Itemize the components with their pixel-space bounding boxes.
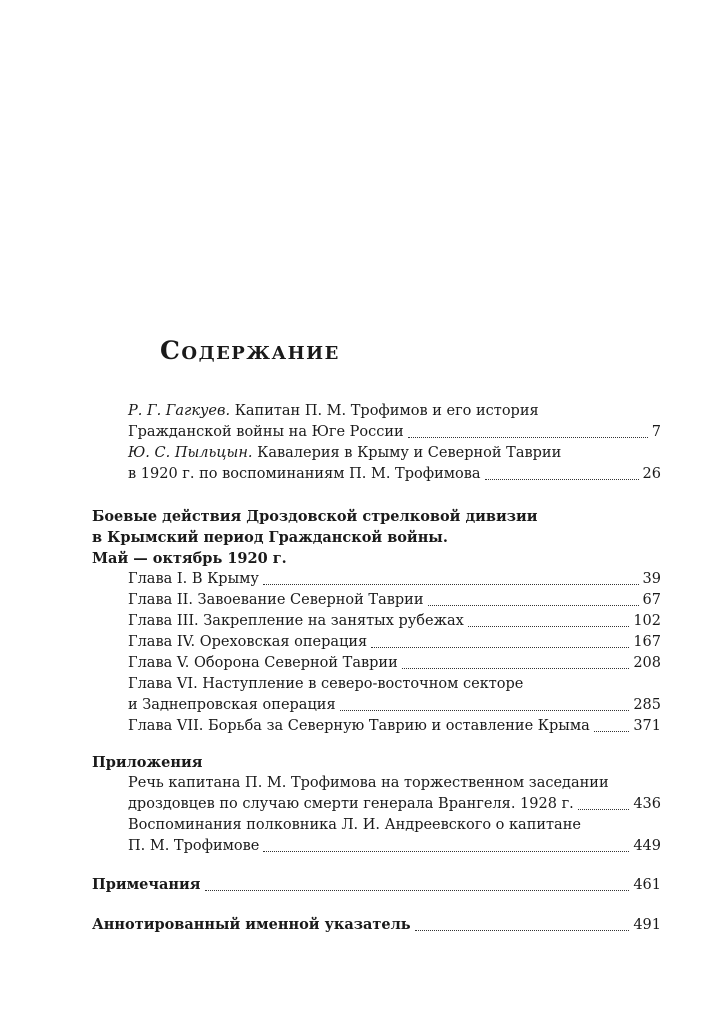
page-number: 26 (642, 466, 661, 482)
toc-entry-appendix-2[interactable] (128, 836, 661, 857)
toc-entry-appendix-1-line1: Речь капитана П. М. Трофимова на торжественном заседании (128, 775, 609, 791)
entry-title: Глава VII. Борьба за Северную Таврию и оставление Крыма (128, 718, 590, 734)
toc-entry-chapter-2[interactable] (128, 590, 661, 611)
dot-leader (594, 731, 630, 732)
page-number: 285 (633, 697, 661, 713)
dot-leader (428, 605, 639, 606)
dot-leader (408, 437, 648, 438)
toc-entry-appendix-1[interactable] (128, 794, 661, 815)
page-number: 67 (642, 592, 661, 608)
dot-leader (485, 479, 639, 480)
entry-title: Глава IV. Ореховская операция (128, 634, 368, 650)
page-number: 371 (633, 718, 661, 734)
toc-entry-chapter-7[interactable] (128, 716, 661, 737)
toc-entry-gagkuev-line1 (128, 401, 539, 422)
section-heading-line1: Боевые действия Дроздовской стрелковой дивизии (92, 508, 538, 525)
toc-entry-chapter-4[interactable] (128, 632, 661, 653)
toc-entry-pyltsyn[interactable] (128, 464, 661, 485)
page-number: 39 (642, 571, 661, 587)
entry-title: П. М. Трофимове (128, 838, 260, 854)
entry-title: Гражданской войны на Юге России (128, 424, 404, 440)
entry-title: дроздовцев по случаю смерти генерала Врангеля. 1928 г. (128, 796, 574, 812)
entry-title: и Заднепровская операция (128, 697, 336, 713)
entry-title: Кавалерия в Крыму и Северной Таврии (257, 445, 562, 461)
toc-entry-appendix-2-line1: Воспоминания полковника Л. И. Андреевского о капитане (128, 817, 581, 833)
page-number: 449 (633, 838, 661, 854)
entry-title: Капитан П. М. Трофимов и его история (234, 403, 539, 419)
dot-leader (415, 930, 630, 931)
entry-title: Глава V. Оборона Северной Таврии (128, 655, 398, 671)
page-number: 436 (633, 796, 661, 812)
entry-title: Глава III. Закрепление на занятых рубежах (128, 613, 464, 629)
entry-title: Аннотированный именной указатель (92, 916, 411, 933)
entry-title: в 1920 г. по воспоминаниям П. М. Трофимова (128, 466, 481, 482)
dot-leader (263, 584, 639, 585)
entry-title: Глава I. В Крыму (128, 571, 259, 587)
toc-entry-chapter-6-line1: Глава VI. Наступление в северо-восточном секторе (128, 676, 524, 692)
toc-entry-chapter-5[interactable] (128, 653, 661, 674)
page-number: 491 (633, 917, 661, 933)
toc-entry-chapter-6[interactable] (128, 695, 661, 716)
dot-leader (578, 809, 630, 810)
page-number: 208 (633, 655, 661, 671)
page-number: 102 (633, 613, 661, 629)
section-heading-line2: в Крымский период Гражданской войны. (92, 529, 448, 546)
toc-entry-chapter-1[interactable] (128, 569, 661, 590)
toc-entry-chapter-3[interactable] (128, 611, 661, 632)
dot-leader (205, 890, 630, 891)
author-name: Р. Г. Гагкуев. (128, 403, 231, 419)
toc-entry-gagkuev[interactable] (128, 422, 661, 443)
entry-title: Глава II. Завоевание Северной Таврии (128, 592, 424, 608)
dot-leader (371, 647, 629, 648)
page-title: Содержание (160, 336, 340, 365)
toc-entry-index[interactable] (92, 914, 661, 936)
dot-leader (402, 668, 630, 669)
author-name: Ю. С. Пыльцын. (128, 445, 253, 461)
dot-leader (468, 626, 630, 627)
dot-leader (340, 710, 630, 711)
entry-title: Примечания (92, 876, 201, 893)
appendix-heading: Приложения (92, 754, 203, 771)
section-heading-line3: Май — октябрь 1920 г. (92, 550, 287, 567)
page-number: 461 (633, 877, 661, 893)
page-number: 167 (633, 634, 661, 650)
toc-entry-notes[interactable] (92, 874, 661, 896)
toc-entry-pyltsyn-line1 (128, 443, 561, 464)
dot-leader (263, 851, 629, 852)
page-number: 7 (651, 424, 661, 440)
